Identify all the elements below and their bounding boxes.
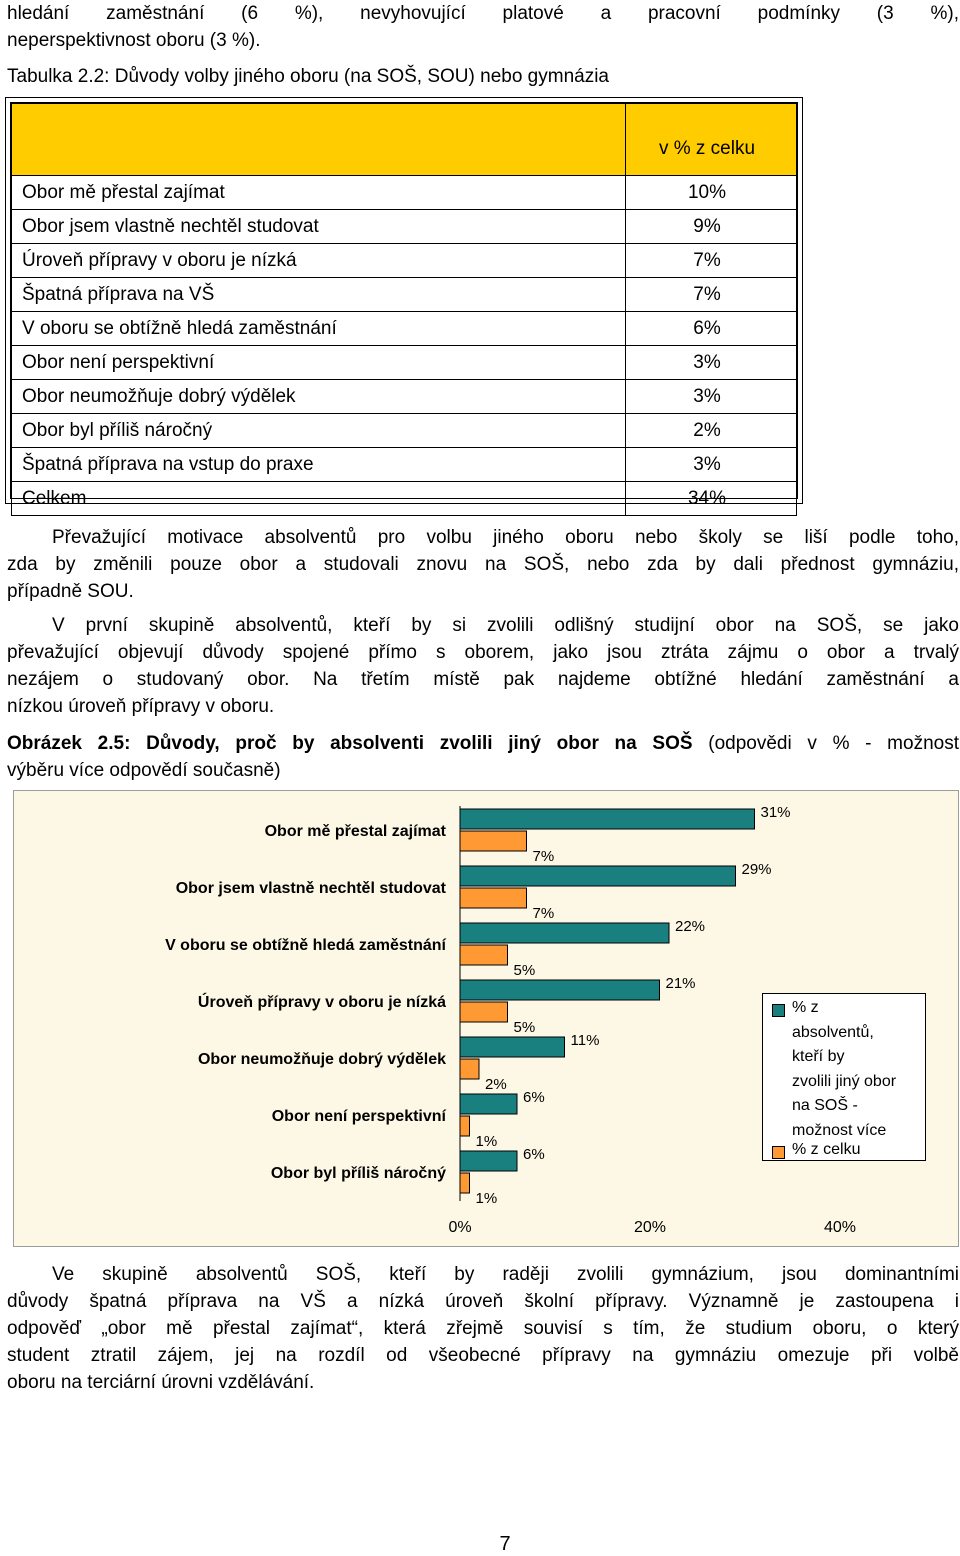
bar-series2 [460, 945, 508, 965]
page-number: 7 [499, 1533, 511, 1555]
data-label: 2% [485, 1076, 507, 1093]
figure-caption-label: Obrázek 2.5: Důvody, proč by absolventi zvolili jiný obor na SOŠ [7, 733, 693, 754]
bar-series1 [460, 866, 736, 886]
para-line: Ve skupině absolventů SOŠ, kteří by raději zvolili gymnázium, jsou dominantními [52, 1264, 959, 1285]
para-line: důvody špatná příprava na VŠ a nízká úroveň školní přípravy. Významně je zastoupena i [7, 1291, 959, 1312]
data-label: 21% [665, 975, 696, 992]
table-row-value: 7% [626, 244, 797, 278]
figure-caption-line2: výběru více odpovědí současně) [7, 760, 281, 781]
data-label: 11% [570, 1032, 600, 1049]
legend-swatch-series2 [772, 1146, 785, 1159]
bar-series1 [460, 980, 660, 1000]
para-line: převažující objevují důvody spojené přímo s oborem, jako jsou ztráta zájmu o obor a trvalý [7, 642, 959, 663]
para-line: V první skupině absolventů, kteří by si zvolili odlišný studijní obor na SOŠ, se jako [52, 615, 959, 636]
category-label: Obor byl příliš náročný [270, 1165, 446, 1182]
table-row-label: Špatná příprava na vstup do praxe [12, 448, 626, 482]
chart-legend [762, 993, 926, 1161]
data-label: 6% [523, 1146, 545, 1163]
table-row-value: 7% [626, 278, 797, 312]
table-row-value: 3% [626, 346, 797, 380]
data-label: 5% [513, 1019, 536, 1036]
table-row-label: Úroveň přípravy v oboru je nízká [12, 244, 626, 278]
legend-label-line: % z [792, 999, 819, 1016]
legend-label-series1 [792, 996, 896, 1143]
category-label: Obor jsem vlastně nechtěl studovat [175, 880, 446, 897]
category-label: Obor mě přestal zajímat [264, 823, 446, 840]
x-tick-label: 40% [823, 1219, 857, 1236]
data-label: 7% [532, 848, 555, 865]
table-row-label: V oboru se obtížně hledá zaměstnání [12, 312, 626, 346]
bar-series1 [460, 1094, 517, 1114]
bar-series1 [460, 923, 669, 943]
table-row-value: 34% [626, 482, 797, 516]
table-row-label: Obor mě přestal zajímat [12, 176, 626, 210]
para-line: student ztratil zájem, jej na rozdíl od všeobecné přípravy na gymnáziu omezuje při volbě [7, 1345, 959, 1366]
bar-series2 [460, 1173, 470, 1193]
paragraph-3 [7, 1261, 959, 1396]
bar-series2 [460, 1116, 470, 1136]
table-row-value: 10% [626, 176, 797, 210]
figure-caption-rest: (odpovědi v % - možnost [692, 733, 959, 754]
data-label: 6% [523, 1089, 545, 1106]
category-label: V oboru se obtížně hledá zaměstnání [165, 937, 446, 954]
table-row-label: Obor neumožňuje dobrý výdělek [12, 380, 626, 414]
para-line: oboru na terciární úrovni vzdělávání. [7, 1372, 315, 1393]
table-row-value: 6% [626, 312, 797, 346]
category-label: Úroveň přípravy v oboru je nízká [197, 994, 446, 1011]
para-line: zda by změnili pouze obor a studovali znovu na SOŠ, nebo zda by dali přednost gymnáziu, [7, 554, 959, 575]
legend-swatch-series1 [772, 1004, 785, 1017]
table-row-value: 2% [626, 414, 797, 448]
intro-line: neperspektivnost oboru (3 %). [7, 30, 261, 51]
legend-label-line: zvolili jiný obor [792, 1072, 897, 1090]
bar-series1 [460, 1037, 565, 1057]
table-row-value: 3% [626, 380, 797, 414]
table-row-label: Obor není perspektivní [12, 346, 626, 380]
category-label: Obor není perspektivní [271, 1108, 446, 1125]
bar-series1 [460, 1151, 517, 1171]
x-tick-label: 20% [633, 1219, 667, 1236]
legend-label-line: kteří by [792, 1048, 845, 1065]
data-label: 29% [741, 861, 772, 878]
category-label: Obor neumožňuje dobrý výdělek [197, 1051, 446, 1068]
data-label: 1% [475, 1133, 498, 1150]
table-row-label: Obor byl příliš náročný [12, 414, 626, 448]
data-label: 5% [513, 962, 536, 979]
para-line: nezájem o studovaný obor. Na třetím místě pak najdeme obtížné hledání zaměstnání a [7, 669, 959, 690]
table-row-value: 9% [626, 210, 797, 244]
bar-series2 [460, 831, 527, 851]
legend-label-line: možnost více [792, 1121, 887, 1139]
bar-series1 [460, 809, 755, 829]
data-label: 7% [532, 905, 555, 922]
table-header-value: v % z celku [626, 104, 797, 176]
para-line: případně SOU. [7, 581, 134, 602]
data-label: 1% [475, 1190, 498, 1207]
para-line: Převažující motivace absolventů pro volbu jiného oboru nebo školy se liší podle toho, [52, 527, 959, 548]
para-line: odpověď „obor mě přestal zajímat“, která zřejmě souvisí s tím, že studium oboru, o který [7, 1318, 959, 1339]
table-caption: Tabulka 2.2: Důvody volby jiného oboru (na SOŠ, SOU) nebo gymnázia [7, 66, 609, 87]
bar-series2 [460, 1059, 479, 1079]
legend-label-line: na SOŠ - [792, 1097, 858, 1114]
x-tick-label: 0% [448, 1219, 472, 1236]
para-line: nízkou úroveň přípravy v oboru. [7, 696, 275, 717]
data-label: 31% [760, 804, 791, 821]
bar-series2 [460, 888, 527, 908]
bar-series2 [460, 1002, 508, 1022]
data-label: 22% [675, 918, 706, 935]
table-row-label: Celkem [12, 482, 626, 516]
legend-label-line: absolventů, [792, 1023, 874, 1041]
table-row-value: 3% [626, 448, 797, 482]
legend-label-series2: % z celku [792, 1141, 861, 1158]
intro-line: hledání zaměstnání (6 %), nevyhovující platové a pracovní podmínky (3 %), [7, 3, 959, 24]
table-row-label: Špatná příprava na VŠ [12, 278, 626, 312]
table-row-label: Obor jsem vlastně nechtěl studovat [12, 210, 626, 244]
